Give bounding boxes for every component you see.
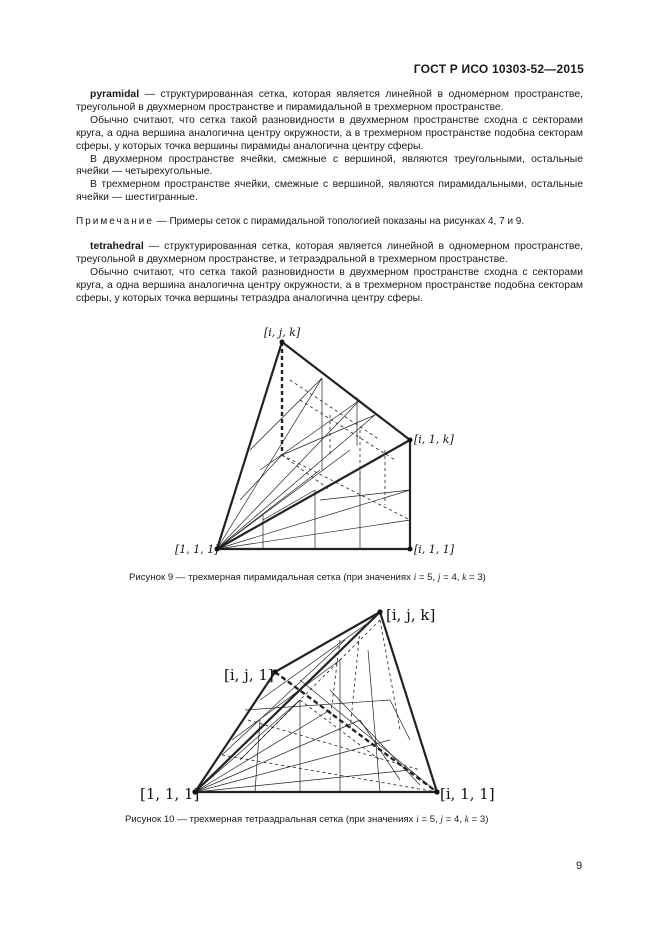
fig10-vertex-top xyxy=(377,609,382,614)
note-label: Примечание xyxy=(76,216,154,227)
fig10-caption-k-val: = 3) xyxy=(468,814,489,825)
page-number: 9 xyxy=(576,860,583,872)
note-text: — Примеры сеток с пирамидальной топологией показаны на рисунках 4, 7 и 9. xyxy=(153,216,525,227)
document-header: ГОСТ Р ИСО 10303-52—2015 xyxy=(413,62,584,76)
tetrahedral-term: tetrahedral xyxy=(90,241,144,252)
fig9-caption-i-val: = 5, xyxy=(416,572,438,583)
pyramidal-definition-text: — структурированная сетка, которая является линейной в одномерном пространстве, треугольной в двухмерном пространстве и пирамидальной в трехмерном пространстве. xyxy=(76,89,583,113)
fig9-caption-k: k xyxy=(462,572,467,583)
fig10-caption-k: k xyxy=(464,814,469,825)
fig10-label-right-bottom: [i, 1, 1] xyxy=(440,785,495,803)
fig9-label-right-top: [i, 1, k] xyxy=(414,433,454,446)
fig9-label-origin: [1, 1, 1] xyxy=(175,543,219,556)
pyramidal-paragraph-3: В трехмерном пространстве ячейки, смежные с вершиной, являются пирамидальными, остальные ячейки — шестигранные. xyxy=(76,179,583,204)
fig10-caption-text: Рисунок 10 — трехмерная тетраэдральная сетка (при значениях xyxy=(125,814,417,825)
fig9-label-right-bottom: [i, 1, 1] xyxy=(414,543,455,556)
pyramidal-term: pyramidal xyxy=(90,89,140,100)
fig10-caption-i: i xyxy=(416,814,419,825)
fig9-caption-j-val: = 4, xyxy=(440,572,463,583)
fig10-label-origin: [1, 1, 1] xyxy=(140,785,200,803)
fig10-label-top: [i, j, k] xyxy=(386,606,436,624)
fig9-caption-i: i xyxy=(413,572,417,583)
tetrahedral-definition-text: — структурированная сетка, которая является линейной в одномерном пространстве, треугольной в двухмерном пространстве, и тетраэдральной в трехмерном пространстве. xyxy=(76,241,583,265)
pyramidal-paragraph-1: Обычно считают, что сетка такой разновидности в двухмерном пространстве сходна с секторами круга, а одна вершина аналогична центру окружности, а в трехмерном пространстве подобна секторам сферы, у которых точка вершины пирамиды аналогична центру сферы. xyxy=(76,114,583,152)
fig9-caption-text: Рисунок 9 — трехмерная пирамидальная сетка (при значениях xyxy=(129,572,414,583)
tetrahedral-paragraph-1: Обычно считают, что сетка такой разновидности в двухмерном пространстве сходна с секторами круга, а одна вершина аналогична центру окружности, а в трехмерном пространстве подобна секторам сферы, у которых точка вершины тетраэдра аналогична центру сферы. xyxy=(76,266,583,304)
pyramidal-paragraph-2: В двухмерном пространстве ячейки, смежные с вершиной, являются треугольными, остальные ячейки — четырехугольные. xyxy=(76,153,583,178)
fig9-caption-k-val: = 3) xyxy=(466,572,486,583)
fig10-vertex-right-bottom xyxy=(434,789,439,794)
fig10-caption-i-val: = 5, xyxy=(418,814,441,825)
fig9-label-top: [i, j, k] xyxy=(264,326,301,339)
figure-10-caption xyxy=(125,814,488,825)
fig9-caption-j: j xyxy=(437,572,441,583)
fig10-caption-j-val: = 4, xyxy=(443,814,465,825)
fig10-label-left-mid: [i, j, 1] xyxy=(224,666,274,684)
fig10-caption-j: j xyxy=(440,814,444,825)
